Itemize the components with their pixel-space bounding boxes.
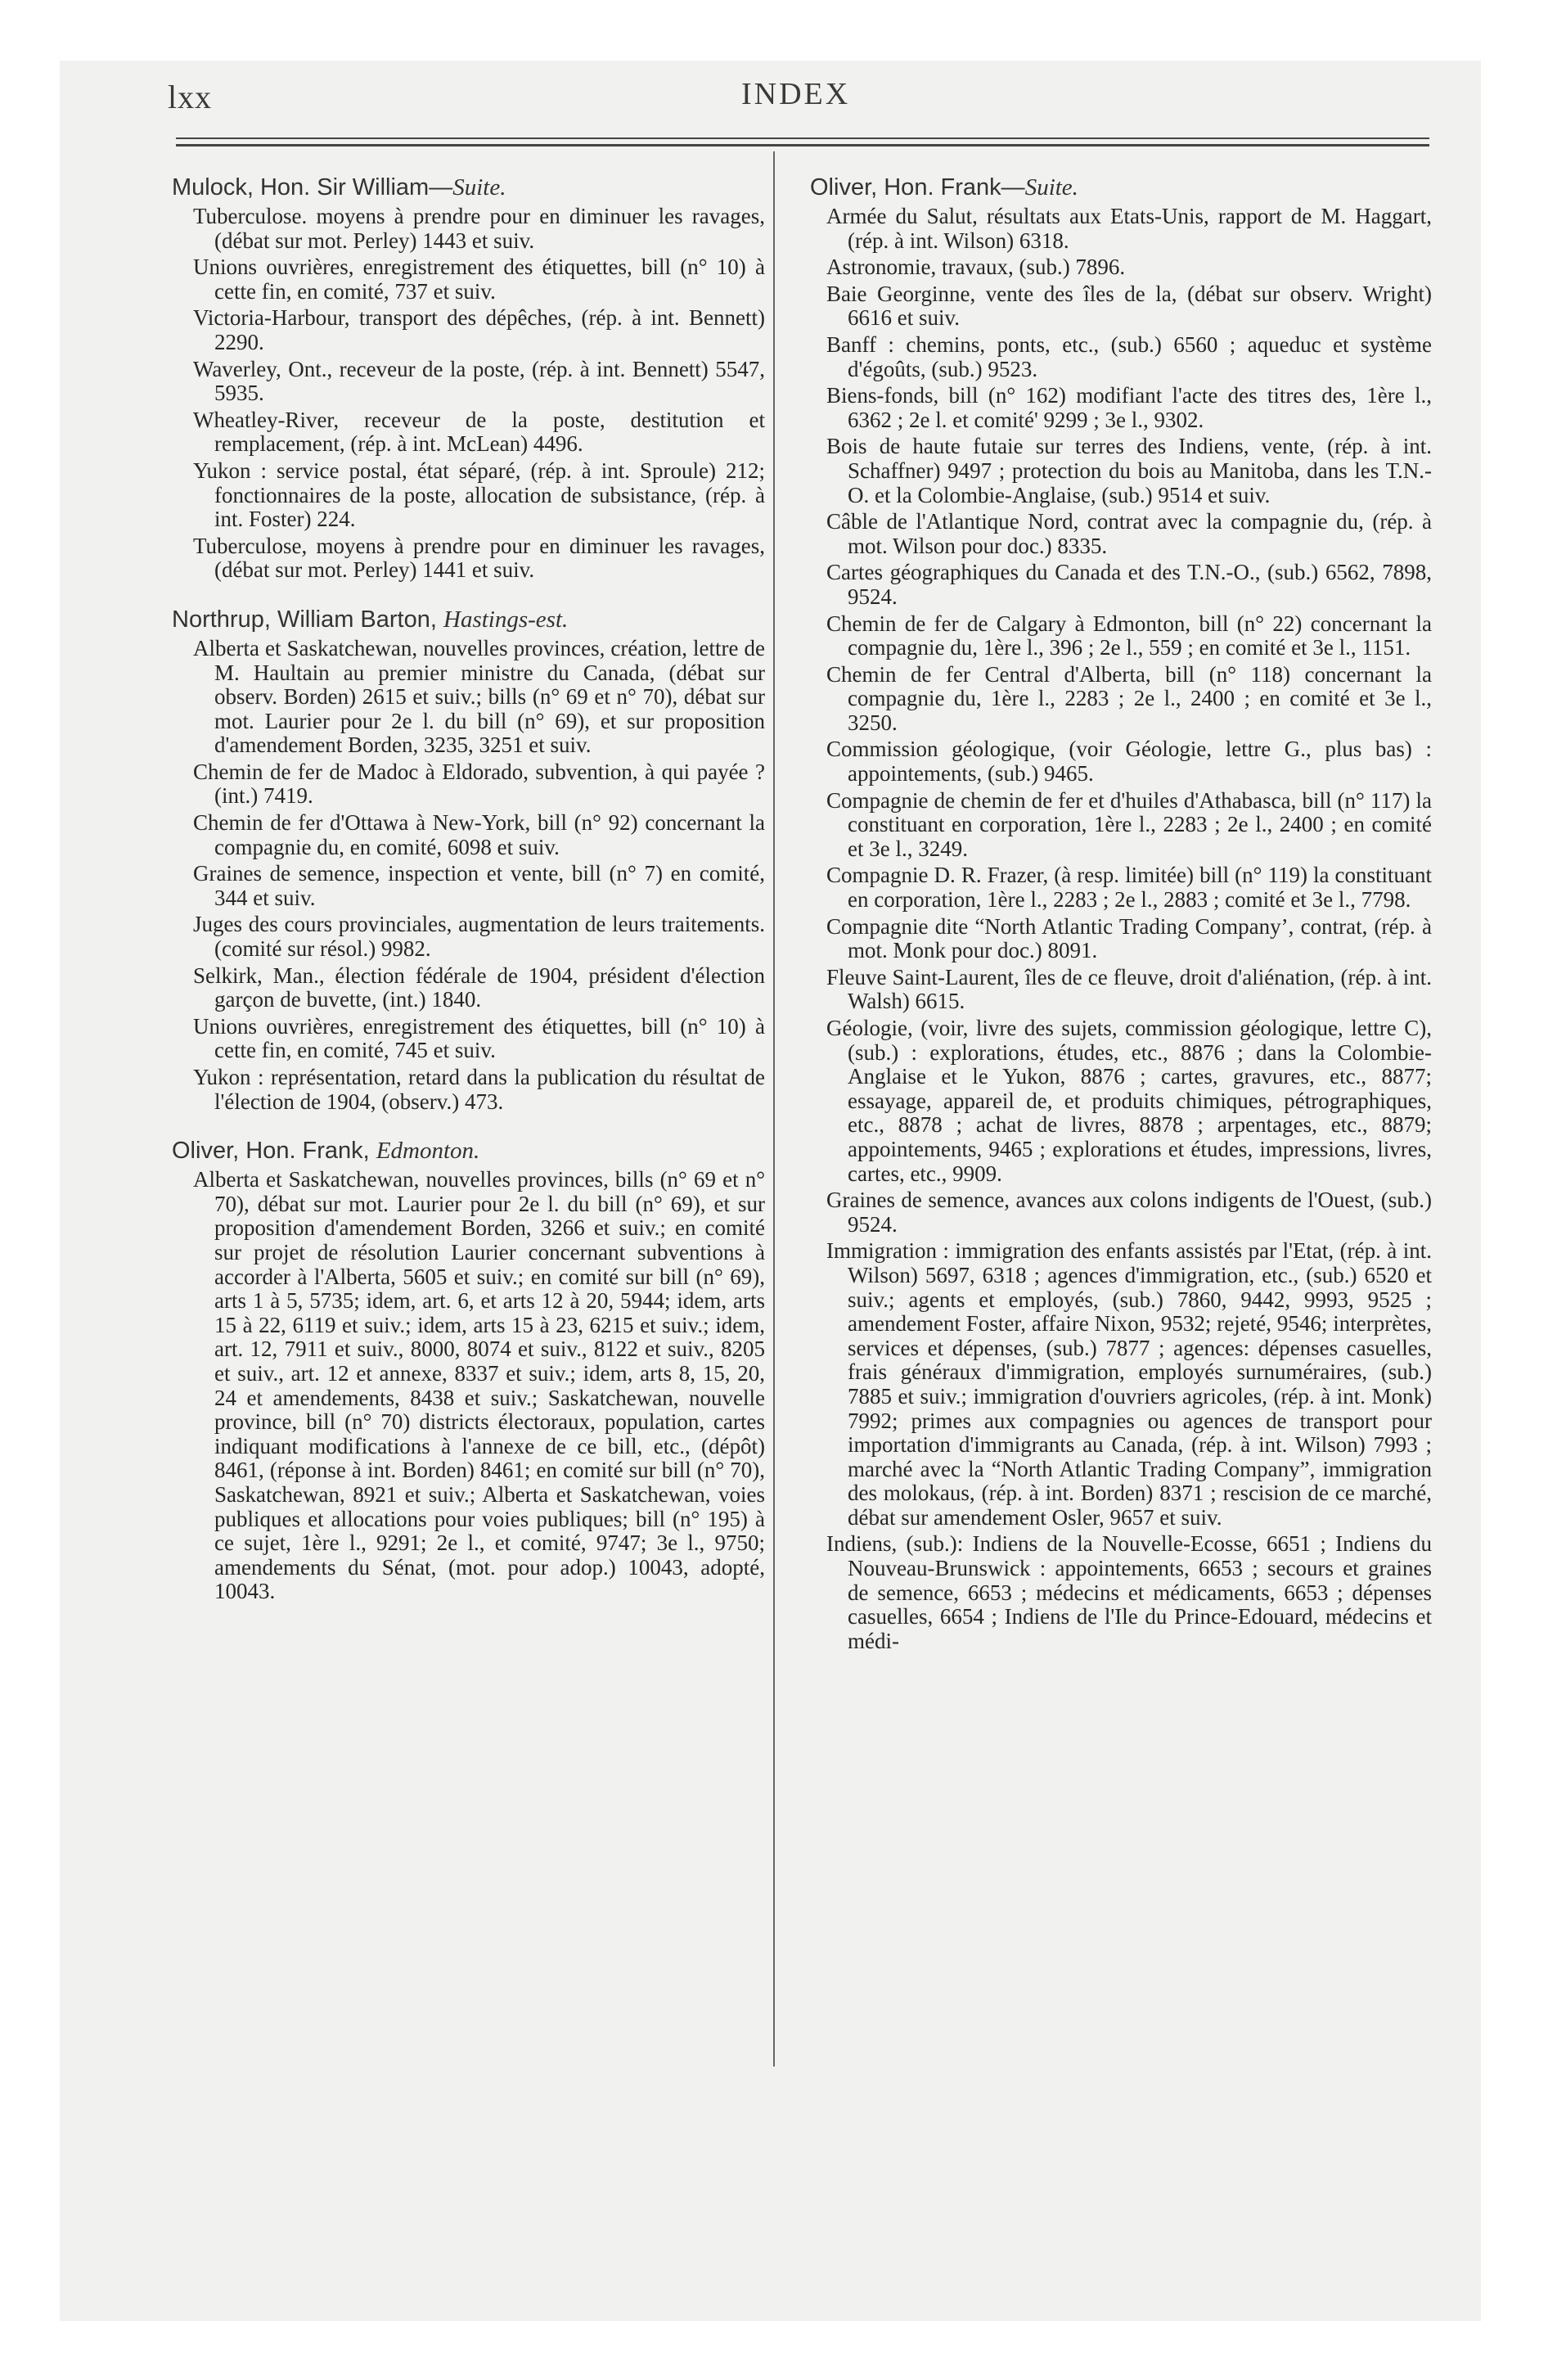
index-entry: Bois de haute futaie sur terres des Indiens, vente, (rép. à int. Schaffner) 9497 ; protection du bois au Manitoba, dans les T.N.-O. et la Colombie-Anglaise, (sub.) 9514 et suiv. bbox=[826, 434, 1432, 507]
index-entry: Graines de semence, avances aux colons indigents de l'Ouest, (sub.) 9524. bbox=[826, 1188, 1432, 1237]
right-column bbox=[810, 174, 1432, 1656]
column-divider bbox=[773, 151, 775, 2067]
index-entry: Graines de semence, inspection et vente, bill (n° 7) en comité, 344 et suiv. bbox=[193, 861, 765, 910]
index-entry: Immigration : immigration des enfants assistés par l'Etat, (rép. à int. Wilson) 5697, 6318 ; agences d'immigration, etc., (sub.) 6520 et suiv.; agents et employés, (sub.) 7860, 9442, 9993, 9525 ; amendement Foster, affaire Nixon, 9532; rejeté, 9546; interprètes, services et dépenses, (sub.) 7877 ; agences: dépenses casuelles, frais généraux d'immigration, employés surnuméraires, (sub.) 7885 et suiv.; immigration d'ouvriers agricoles, (rép. à int. Monk) 7992; primes aux compagnies ou agences de transport pour importation d'immigrants au Canada, (rép. à int. Wilson) 7993 ; marché avec la “North Atlantic Trading Company”, immigration des molokaus, (rép. à int. Borden) 8371 ; rescision de ce marché, débat sur amendement Osler, 9657 et suiv. bbox=[826, 1238, 1432, 1530]
index-entry: Compagnie dite “North Atlantic Trading Company’, contrat, (rép. à mot. Monk pour doc.) 8091. bbox=[826, 913, 1432, 963]
index-entry: Chemin de fer Central d'Alberta, bill (n° 118) concernant la compagnie du, 1ère l., 2283 ; 2e l., 2400 ; en comité et 3e l., 3250. bbox=[826, 661, 1432, 735]
index-section bbox=[810, 174, 1432, 1653]
index-entry: Waverley, Ont., receveur de la poste, (rép. à int. Bennett) 5547, 5935. bbox=[193, 356, 765, 406]
index-entry: Juges des cours provinciales, augmentation de leurs traitements. (comité sur résol.) 9982. bbox=[193, 912, 765, 962]
heading-name: Oliver, Hon. Frank— bbox=[810, 174, 1025, 201]
index-entry: Victoria-Harbour, transport des dépêches, (rép. à int. Bennett) 2290. bbox=[193, 305, 765, 354]
index-entry: Câble de l'Atlantique Nord, contrat avec la compagnie du, (rép. à mot. Wilson pour doc.) 8335. bbox=[826, 509, 1432, 558]
heading-name: Northrup, William Barton, bbox=[172, 606, 443, 633]
index-entry: Chemin de fer d'Ottawa à New-York, bill (n° 92) concernant la compagnie du, en comité, 6098 et suiv. bbox=[193, 810, 765, 859]
index-entry: Indiens, (sub.): Indiens de la Nouvelle-Ecosse, 6651 ; Indiens du Nouveau-Brunswick : appointements, 6653 ; secours et graines de semence, 6653 ; médecins et médicaments, 6653 ; dépenses casuelles, 6654 ; Indiens de l'Ile du Prince-Edouard, médecins et médi- bbox=[826, 1531, 1432, 1653]
heading-qualifier: Suite. bbox=[1024, 174, 1078, 201]
heading-name: Mulock, Hon. Sir William— bbox=[172, 174, 453, 201]
header-rule-thick bbox=[176, 144, 1429, 146]
index-entry: Fleuve Saint-Laurent, îles de ce fleuve, droit d'aliénation, (rép. à int. Walsh) 6615. bbox=[826, 964, 1432, 1014]
heading-qualifier: Edmonton. bbox=[376, 1138, 480, 1165]
index-section bbox=[172, 1137, 765, 1604]
section-heading bbox=[172, 1137, 765, 1165]
index-entry: Tuberculose, moyens à prendre pour en diminuer les ravages, (débat sur mot. Perley) 1441 et suiv. bbox=[193, 533, 765, 583]
index-entry: Unions ouvrières, enregistrement des étiquettes, bill (n° 10) à cette fin, en comité, 737 et suiv. bbox=[193, 255, 765, 304]
index-entry: Astronomie, travaux, (sub.) 7896. bbox=[826, 255, 1126, 280]
index-entry: Compagnie de chemin de fer et d'huiles d'Athabasca, bill (n° 117) la constituant en corporation, 1ère l., 2283 ; 2e l., 2400 ; en comité et 3e l., 3249. bbox=[826, 787, 1432, 861]
index-entry: Chemin de fer de Calgary à Edmonton, bill (n° 22) concernant la compagnie du, 1ère l., 396 ; 2e l., 559 ; en comité et 3e l., 1151. bbox=[826, 611, 1432, 660]
index-entry: Biens-fonds, bill (n° 162) modifiant l'acte des titres des, 1ère l., 6362 ; 2e l. et comité' 9299 ; 3e l., 9302. bbox=[826, 383, 1432, 432]
section-heading bbox=[172, 174, 765, 201]
heading-qualifier: Suite. bbox=[452, 174, 506, 201]
section-heading bbox=[810, 174, 1432, 201]
index-entry: Selkirk, Man., élection fédérale de 1904, président d'élection garçon de buvette, (int.) 1840. bbox=[193, 962, 765, 1012]
index-section bbox=[172, 174, 765, 583]
index-entry: Yukon : service postal, état séparé, (rép. à int. Sproule) 212; fonctionnaires de la poste, allocation de subsistance, (rép. à int. Foster) 224. bbox=[193, 458, 765, 532]
index-section bbox=[172, 606, 765, 1114]
index-entry: Yukon : représentation, retard dans la publication du résultat de l'élection de 1904, (observ.) 473. bbox=[193, 1065, 765, 1114]
heading-name: Oliver, Hon. Frank, bbox=[172, 1138, 376, 1165]
page-title: INDEX bbox=[741, 77, 851, 111]
index-entry: Banff : chemins, ponts, etc., (sub.) 6560 ; aqueduc et système d'égoûts, (sub.) 9523. bbox=[826, 331, 1432, 381]
index-entry: Cartes géographiques du Canada et des T.N.-O., (sub.) 6562, 7898, 9524. bbox=[826, 560, 1432, 609]
heading-qualifier: Hastings-est. bbox=[443, 606, 569, 633]
index-entry: Tuberculose. moyens à prendre pour en diminuer les ravages, (débat sur mot. Perley) 1443 et suiv. bbox=[193, 204, 765, 253]
index-entry: Géologie, (voir, livre des sujets, commission géologique, lettre C), (sub.) : explorations, études, etc., 8876 ; dans la Colombie-Anglaise et le Yukon, 8876 ; cartes, gravures, etc., 8877; essayage, appareil de, et produits chimiques, pétrographiques, etc., 8878 ; achat de livres, 8878 ; arpentages, etc., 8879; appointements, 9465 ; explorations et études, impressions, livres, cartes, etc., 9909. bbox=[826, 1016, 1432, 1186]
index-entry: Wheatley-River, receveur de la poste, destitution et remplacement, (rép. à int. McLean) 4496. bbox=[193, 407, 765, 457]
index-entry: Unions ouvrières, enregistrement des étiquettes, bill (n° 10) à cette fin, en comité, 745 et suiv. bbox=[193, 1013, 765, 1063]
section-heading bbox=[172, 606, 765, 633]
index-entry: Alberta et Saskatchewan, nouvelles provinces, bills (n° 69 et n° 70), débat sur mot. Laurier pour 2e l. du bill (n° 69), et sur proposition d'amendement Borden, 3266 et suiv.; en comité sur projet de résolution Laurier concernant subventions à accorder à l'Alberta, 5605 et suiv.; en comité sur bill (n° 69), arts 1 à 5, 5735; idem, art. 6, et arts 12 à 20, 5944; idem, arts 15 à 22, 6119 et suiv.; idem, arts 15 à 23, 6215 et suiv.; idem, art. 12, 7911 et suiv., 8000, 8074 et suiv., 8122 et suiv., 8205 et suiv., art. 12 et annexe, 8337 et suiv.; idem, arts 8, 15, 20, 24 et amendements, 8438 et suiv.; Saskatchewan, nouvelle province, bill (n° 70) districts électoraux, population, cartes indiquant modifications à l'annexe de ce bill, etc., (dépôt) 8461, (réponse à int. Borden) 8461; en comité sur bill (n° 70), Saskatchewan, 8921 et suiv.; Alberta et Saskatchewan, voies publiques et allocations pour voies publiques; bill (n° 195) à ce sujet, 1ère l., 9291; 2e l., et comité, 9747; 3e l., 9750; amendements du Sénat, (mot. pour adop.) 10043, adopté, 10043. bbox=[193, 1167, 765, 1604]
left-column bbox=[172, 174, 765, 1607]
index-entry: Compagnie D. R. Frazer, (à resp. limitée) bill (n° 119) la constituant en corporation, 1ère l., 2283 ; 2e l., 2883 ; comité et 3e l., 7798. bbox=[826, 863, 1432, 913]
index-entry: Alberta et Saskatchewan, nouvelles provinces, création, lettre de M. Haultain au premier ministre du Canada, (débat sur observ. Borden) 2615 et suiv.; bills (n° 69 et n° 70), débat sur mot. Laurier pour 2e l. du bill (n° 69), et sur proposition d'amendement Borden, 3235, 3251 et suiv. bbox=[193, 635, 765, 758]
index-entry: Commission géologique, (voir Géologie, lettre G., plus bas) : appointements, (sub.) 9465. bbox=[826, 737, 1432, 787]
index-entry: Baie Georginne, vente des îles de la, (débat sur observ. Wright) 6616 et suiv. bbox=[826, 281, 1432, 331]
header-rule-thin bbox=[176, 137, 1429, 139]
index-entry: Armée du Salut, résultats aux Etats-Unis, rapport de M. Haggart, (rép. à int. Wilson) 6318. bbox=[826, 204, 1432, 253]
index-entry: Chemin de fer de Madoc à Eldorado, subvention, à qui payée ? (int.) 7419. bbox=[193, 759, 765, 809]
page-number: lxx bbox=[168, 79, 213, 115]
